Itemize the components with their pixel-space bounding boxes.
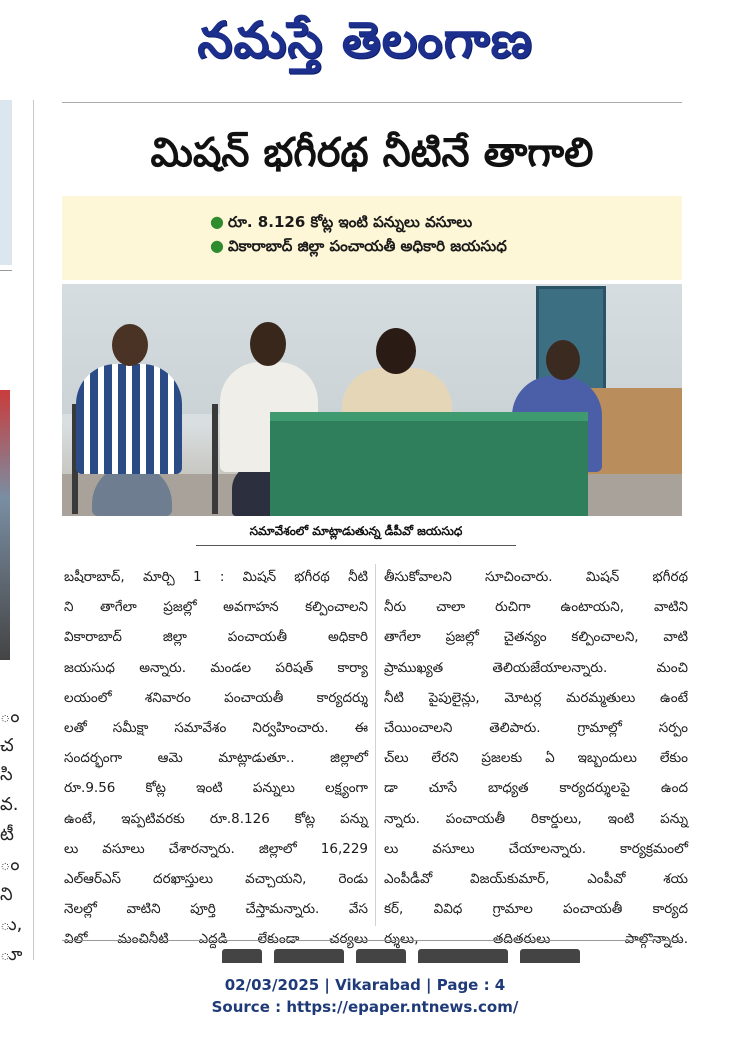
article-column-2 <box>384 562 688 954</box>
adjacent-text-fragment: టీ <box>0 824 14 845</box>
article-line: తీసుకోవాలని సూచించారు. మిషన్ భగీరథ <box>384 569 688 585</box>
article-line: ఎంపీడీవో విజయ్‌కుమార్, ఎంపీవో శయ <box>384 870 688 887</box>
article-line: జయసుధ అన్నారు. మండల పరిషత్ కార్యా <box>64 659 368 676</box>
article-line: తాగేలా ప్రజల్లో చైతన్యం కల్పించాలని, వాటి <box>384 629 688 646</box>
highlight-item <box>210 210 682 234</box>
article-line: చేయించాలని తెలిపారు. గ్రామాల్లో సర్పం <box>384 719 688 736</box>
article-line: లయంలో శనివారం పంచాయతీ కార్యదర్శు <box>64 689 368 706</box>
article-line: రూ.9.56 కోట్ల ఇంటి పన్నులు లక్ష్యంగా <box>64 780 368 797</box>
article-line: బషీరాబాద్, మార్చి 1 : మిషన్ భగీరథ నీటి <box>64 569 368 585</box>
adjacent-article-strip <box>0 100 32 965</box>
article-body <box>62 562 688 948</box>
photo-person <box>376 328 416 374</box>
highlight-text: రూ. 8.126 కోట్ల ఇంటి పన్నులు వసూలు <box>227 213 473 231</box>
adjacent-text-fragment: ు, <box>0 914 23 935</box>
column-separator <box>375 564 376 926</box>
photo-person <box>546 340 580 380</box>
article-line: నీటి పైపులైన్లు, మోటర్ల మరమ్మతులు ఉంటే <box>384 689 688 706</box>
article-top-rule <box>62 102 682 103</box>
page-footer <box>0 974 730 1018</box>
adjacent-divider <box>0 270 12 271</box>
adjacent-text-fragment: ం <box>0 854 20 875</box>
photo-table-cloth <box>270 421 588 516</box>
highlight-item <box>210 234 682 258</box>
bullet-icon: ● <box>210 236 224 255</box>
article-line: ప్రాముఖ్యత తెలియజేయాలన్నారు. మంచి <box>384 659 688 676</box>
article-line: న్నారు. పంచాయతీ రికార్డులు, ఇంటి పన్ను <box>384 810 688 827</box>
article-line: ఉంటే, ఇప్పటివరకు రూ.8.126 కోట్ల పన్ను <box>64 810 368 827</box>
photo-chair <box>212 404 218 514</box>
meeting-photo <box>62 284 682 516</box>
photo-person <box>112 324 148 366</box>
article-line: ర్శులు, తదితరులు పాల్గొన్నారు. <box>384 931 688 948</box>
article-line: వికారాబాద్ జిల్లా పంచాయతీ అధికారి <box>64 629 368 646</box>
adjacent-text-fragment: ని <box>0 884 13 905</box>
article-line: చ్‌లు లేరని ప్రజలకు ఏ ఇబ్బందులు లేకుం <box>384 750 688 767</box>
footer-source: Source : https://epaper.ntnews.com/ <box>211 998 519 1016</box>
article-line: లు వసూలు చేయాలన్నారు. కార్యక్రమంలో <box>384 840 688 857</box>
article-column-1 <box>64 562 368 954</box>
adjacent-text-fragment: ూ <box>0 944 23 965</box>
adjacent-text-fragment: సి <box>0 764 13 785</box>
article-line: లతో సమీక్షా సమావేశం నిర్వహించారు. ఈ <box>64 719 368 736</box>
highlight-text: వికారాబాద్ జిల్లా పంచాయతీ అధికారి జయసుధ <box>227 237 507 255</box>
adjacent-text-fragment: చ <box>0 735 14 756</box>
bullet-icon: ● <box>210 212 224 231</box>
photo-person <box>250 322 286 366</box>
article-line: లు వసూలు చేశారన్నారు. జిల్లాలో 16,229 <box>64 840 368 857</box>
adjacent-photo-bottom <box>0 390 10 660</box>
highlights-box <box>62 196 682 280</box>
article-headline: మిషన్ భగీరథ నీటినే తాగాలి <box>150 130 594 176</box>
article-line: విలో మంచినీటి ఎద్దడి లేకుండా చర్యలు <box>64 931 368 948</box>
adjacent-photo-top <box>0 100 12 265</box>
article-line: ఎల్ఆర్ఎస్ దరఖాస్తులు వచ్చాయని, రెండు <box>64 870 368 887</box>
adjacent-text-fragment: వ. <box>0 794 19 815</box>
article-bottom-rule <box>62 940 682 941</box>
article-line: కర్, వివిధ గ్రామాల పంచాయతీ కార్యద <box>384 901 688 918</box>
footer-date-edition: 02/03/2025 | Vikarabad | Page : 4 <box>224 976 506 994</box>
adjacent-text-fragment: ం <box>0 706 20 727</box>
newspaper-masthead: నమస్తే తెలంగాణ <box>197 11 533 69</box>
article-line: నెలల్లో వాటిని పూర్తి చేస్తామన్నారు. వేస <box>64 901 368 918</box>
next-article-headline-fragment <box>62 948 682 962</box>
article-line: ని తాగేలా ప్రజల్లో అవగాహన కల్పించాలని <box>64 599 368 616</box>
article-line: సందర్భంగా ఆమె మాట్లాడుతూ.. జిల్లాలో <box>64 750 368 767</box>
photo-person <box>76 364 182 474</box>
column-divider <box>33 100 34 960</box>
photo-caption: సమావేశంలో మాట్లాడుతున్న డీపీవో జయసుధ <box>196 516 516 546</box>
article-line: నీరు చాలా రుచిగా ఉంటాయని, వాటిని <box>384 599 688 616</box>
article-line: డా చూసే బాధ్యత కార్యదర్శులపై ఉంద <box>384 780 688 797</box>
